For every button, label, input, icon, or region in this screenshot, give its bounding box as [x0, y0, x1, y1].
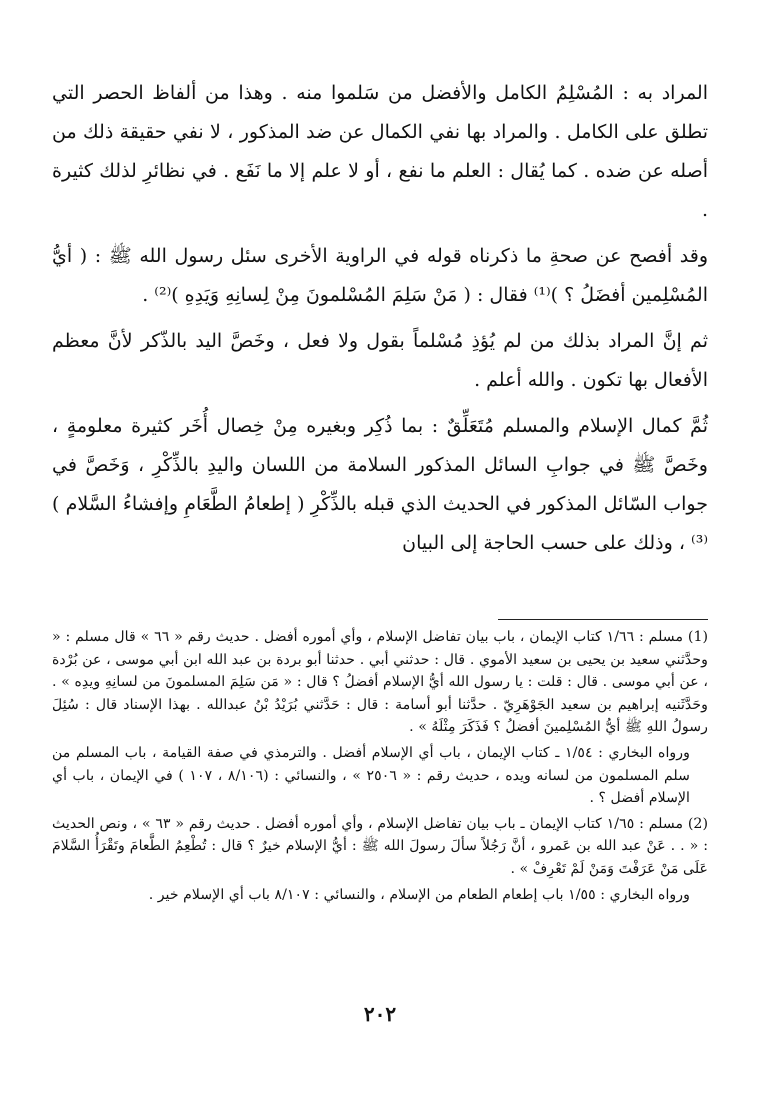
footnote-continuation: ورواه البخاري : ١/٥٤ ـ كتاب الإيمان ، باب أي الإسلام أفضل . والترمذي في صفة القيامة ، باب المسلم من سلم المسلمون من لسانه ويده ، حديث رقم : « ٢٥٠٦ » ، والنسائي : (٨/١٠٦ ، ١٠٧ ) في الإيمان ، باب أي الإسلام أفضل ؟ .: [52, 744, 691, 807]
book-page: [52, 0, 708, 1095]
main-text: [52, 74, 708, 563]
page-number: ٢٠٢: [363, 1002, 397, 1026]
footnotes: [52, 626, 708, 906]
footnote-divider: [498, 619, 708, 620]
paragraph: المراد به : المُسْلِمُ الكامل والأفضل من سَلموا منه . وهذا من ألفاظ الحصر التي تطلق على الكامل . والمراد بها نفي الكمال عن ضد المذكور ، لا نفي حقيقة ذلك من أصله عن ضده . كما يُقال : العلم ما نفع ، أو لا علم إلا ما نَفَع . في نظائرِ لذلك كثيرة .: [52, 82, 708, 221]
footnote-continuation: ورواه البخاري : ١/٥٥ باب إطعام الطعام من الإسلام ، والنسائي : ٨/١٠٧ باب أي الإسلام خير .: [148, 886, 690, 903]
footnote: (2) مسلم : ١/٦٥ كتاب الإيمان ـ باب بيان تفاضل الإسلام ، وأي أموره أفضل . حديث رقم « ٦٣ » ، ونص الحديث : « . . عَنْ عبد الله بن عَمرو ، أنَّ رَجُلاً سألَ رسولَ الله ﷺ : أيُّ الإسلام خيرٌ ؟ قال : تُطْعِمُ الطَّعامَ وتَقْرَأُ السَّلامَ عَلَى مَنْ عَرَفْتَ وَمَنْ لَمْ تَعْرِفْ » .: [52, 815, 708, 877]
paragraph: ثم إنَّ المراد بذلك من لم يُؤذِ مُسْلماً بقول ولا فعل ، وخَصَّ اليد بالذّكر لأنَّ معظم الأفعال بها تكون . والله أعلم .: [52, 330, 708, 391]
paragraph: ثُمَّ كمال الإسلام والمسلم مُتَعَلِّقٌ : بما ذُكِر وبغيره مِنْ خِصال أُخَر كثيرة معلومةٍ ، وخَصَّ ﷺ في جوابِ السائل المذكور السلامة من اللسان واليدِ بالذِّكْرِ ، وَخَصَّ في جواب السّائل المذكور في الحديث الذي قبله بالذِّكْرِ ( إطعامُ الطَّعَامِ وإفشاءُ السَّلام )⁽³⁾ ، وذلك على حسب الحاجة إلى البيان: [52, 415, 708, 554]
footnote: (1) مسلم : ١/٦٦ كتاب الإيمان ، باب بيان تفاضل الإسلام ، وأي أموره أفضل . حديث رقم « ٦٦ » قال مسلم : « وحدَّثني سعيد بن يحيى بن سعيد الأموي . قال : حدثني أبي . حدثنا أبو بردة بن عبد الله ابن أبي موسى ، عن بُرْدة ، عن أبي موسى . قال : قلت : يا رسول الله أيُّ الإسلام أفضلُ ؟ قال : « مَن سَلِمَ المسلمونَ من لسانِهِ ويدِه » . وحَدَّثَنيه إبراهيم بن سعيد الجَوْهَرِيّ . حدَّثنا أبو أسامة : قال : حَدَّثني بُرَيْدُ بْنُ عبدالله . بهذا الإسناد قال : سُئِلَ رسولُ اللهِ ﷺ أيُّ المُسْلِمينَ أفضلُ ؟ فَذَكَرَ مِثْلَهُ » .: [52, 629, 709, 736]
paragraph: وقد أفصح عن صحةِ ما ذكرناه قوله في الراوية الأخرى سئل رسول الله ﷺ : ( أيُّ المُسْلِمين أفضَلُ ؟ )⁽¹⁾ فقال : ( مَنْ سَلِمَ المُسْلمونَ مِنْ لِسانِهِ وَيَدِهِ )⁽²⁾ .: [52, 245, 708, 306]
